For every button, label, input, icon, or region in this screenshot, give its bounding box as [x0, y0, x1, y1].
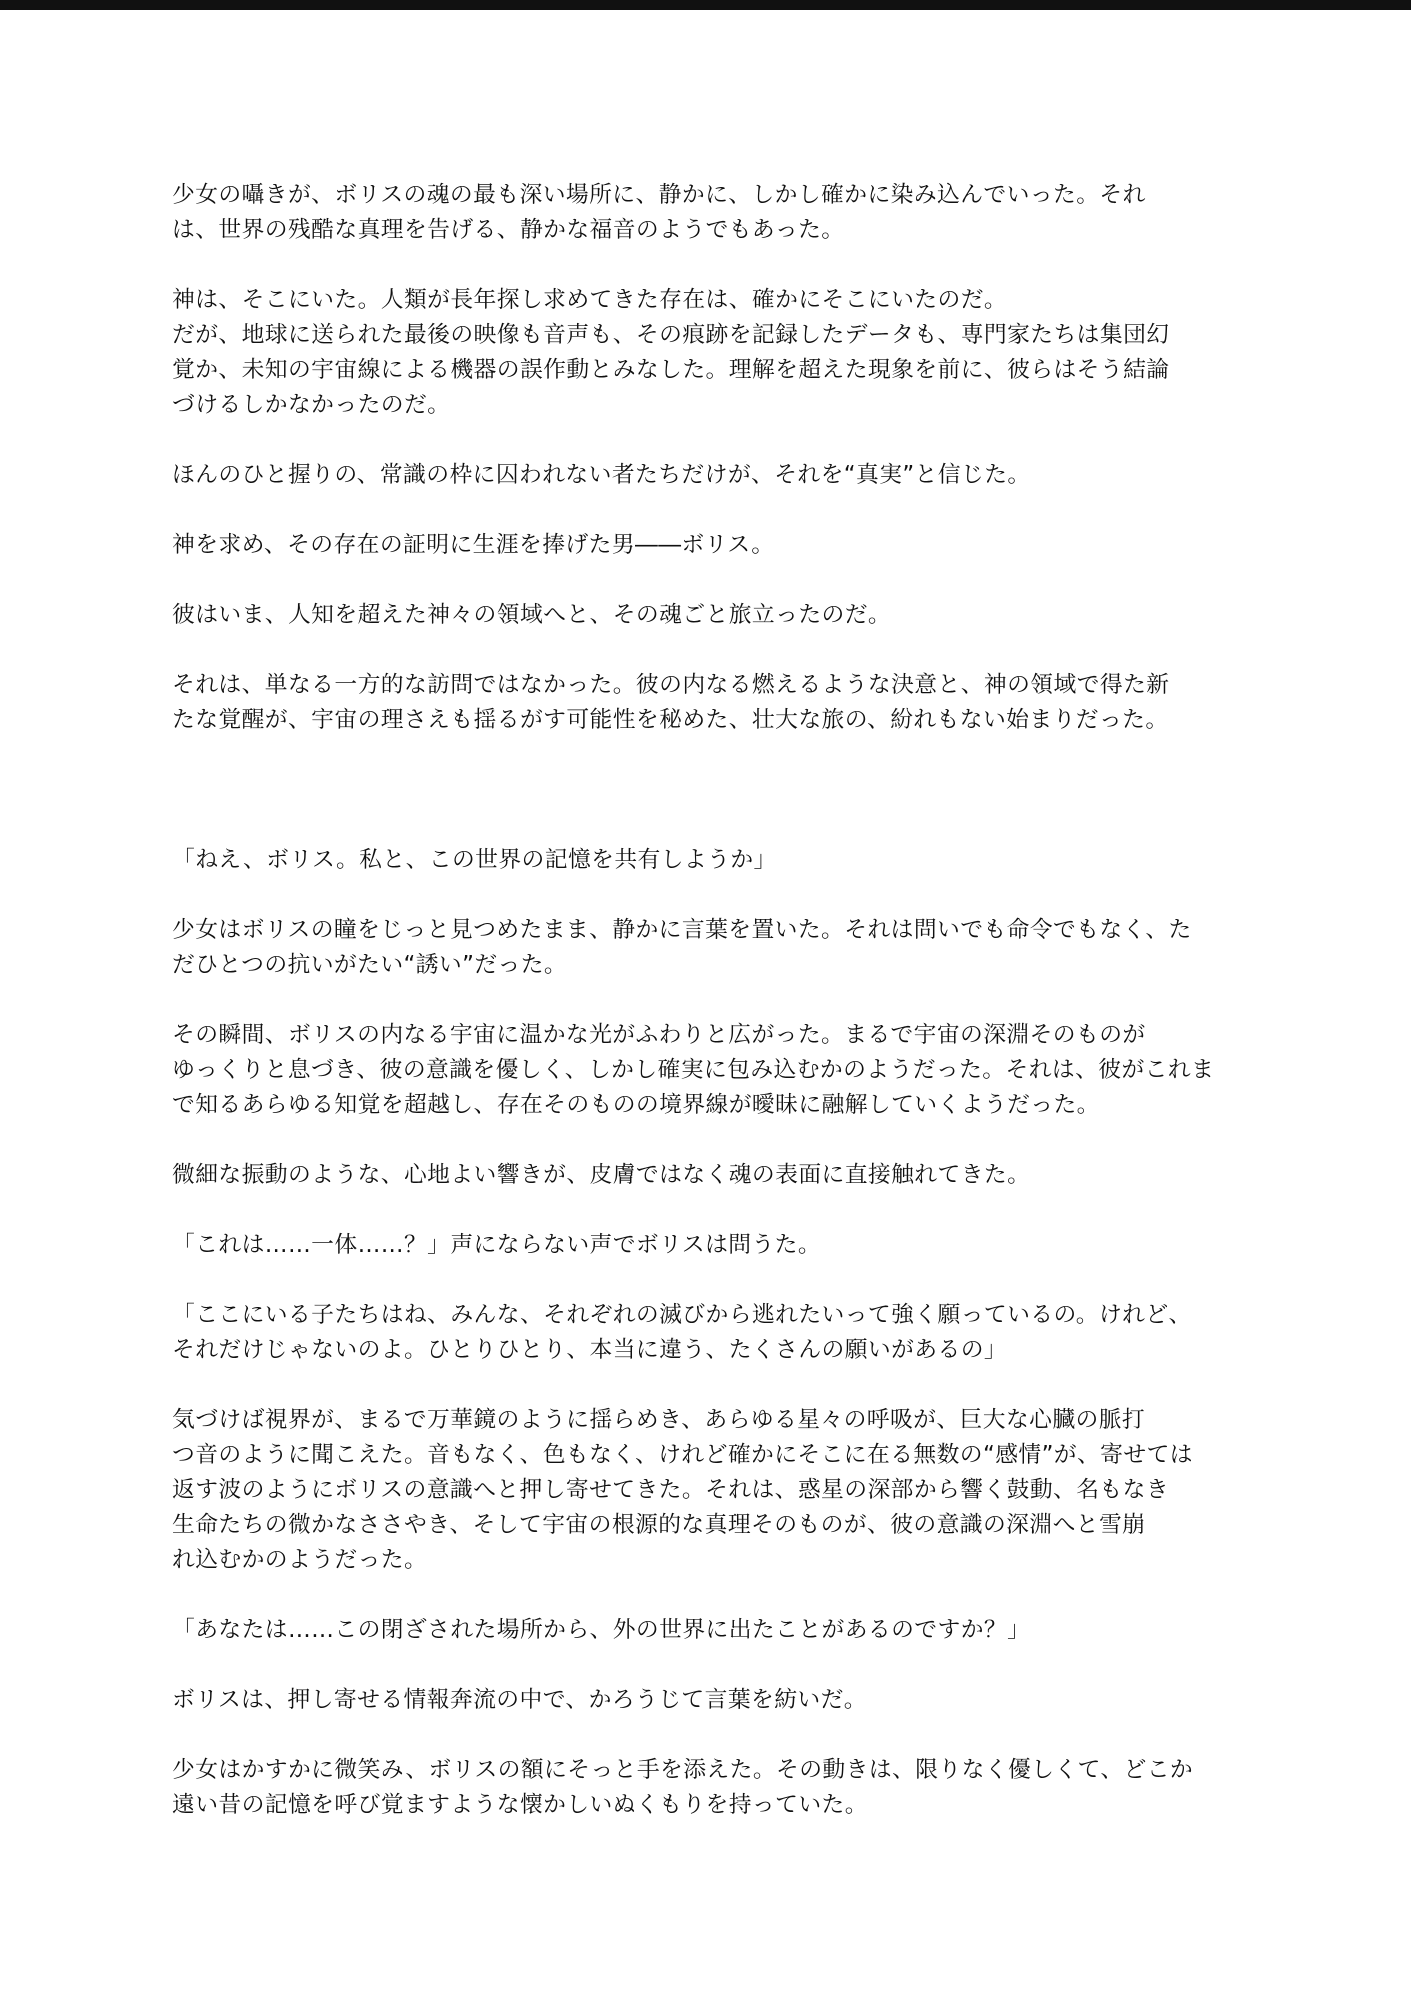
paragraph-5: 彼はいま、人知を超えた神々の領域へと、その魂ごと旅立ったのだ。: [172, 602, 892, 628]
paragraph-14: 「あなたは……この閉ざされた場所から、外の世界に出たことがあるのですか？」: [172, 1617, 1031, 1643]
paragraph-3: ほんのひと握りの、常識の枠に囚われない者たちだけが、それを“真実”と信じた。: [172, 462, 1031, 488]
paragraph-11: 「これは……一体……？」声にならない声でボリスは問うた。: [172, 1232, 822, 1258]
paragraph-10: 微細な振動のような、心地よい響きが、皮膚ではなく魂の表面に直接触れてきた。: [172, 1162, 1031, 1188]
paragraph-gap: [172, 248, 1252, 283]
paragraph-2: 神は、そこにいた。人類が長年探し求めてきた存在は、確かにそこにいたのだ。 だが、地球に送られた最後の映像も音声も、その痕跡を記録したデータも、専門家たちは集団幻 覚か、未知の宇宙線による機器の誤作動とみなした。理解を超えた現象を前に、彼らはそう結論 づけるしかなかったのだ。: [172, 287, 1170, 418]
paragraph-6: それは、単なる一方的な訪問ではなかった。彼の内なる燃えるような決意と、神の領域で得た新 たな覚醒が、宇宙の理さえも揺るがす可能性を秘めた、壮大な旅の、紛れもない始まりだった。: [172, 672, 1170, 733]
paragraph-16: 少女はかすかに微笑み、ボリスの額にそっと手を添えた。その動きは、限りなく優しくて、どこか 遠い昔の記憶を呼び覚ますような懐かしいぬくもりを持っていた。: [172, 1757, 1194, 1818]
paragraph-gap: [172, 1263, 1252, 1298]
paragraph-gap: [172, 983, 1252, 1018]
paragraph-9: その瞬間、ボリスの内なる宇宙に温かな光がふわりと広がった。まるで宇宙の深淵そのものが ゆっくりと息づき、彼の意識を優しく、しかし確実に包み込むかのようだった。それは、彼がこれま で知るあらゆる知覚を超越し、存在そのものの境界線が曖昧に融解していくようだった。: [172, 1022, 1215, 1118]
paragraph-gap: [172, 808, 1252, 843]
top-border-bar: [0, 0, 1411, 10]
document-body: [172, 178, 1252, 1823]
paragraph-gap: [172, 1368, 1252, 1403]
paragraph-gap: [172, 493, 1252, 528]
paragraph-12: 「ここにいる子たちはね、みんな、それぞれの滅びから逃れたいって強く願っているの。けれど、 それだけじゃないのよ。ひとりひとり、本当に違う、たくさんの願いがあるの」: [172, 1302, 1192, 1363]
paragraph-4: 神を求め、その存在の証明に生涯を捧げた男――ボリス。: [172, 532, 775, 558]
paragraph-gap: [172, 633, 1252, 668]
paragraph-gap: [172, 563, 1252, 598]
section-break: [172, 738, 1252, 808]
paragraph-gap: [172, 1193, 1252, 1228]
paragraph-gap: [172, 1718, 1252, 1753]
paragraph-gap: [172, 1123, 1252, 1158]
paragraph-7: 「ねえ、ボリス。私と、この世界の記憶を共有しようか」: [172, 847, 777, 873]
paragraph-gap: [172, 423, 1252, 458]
paragraph-1: 少女の囁きが、ボリスの魂の最も深い場所に、静かに、しかし確かに染み込んでいった。それ は、世界の残酷な真理を告げる、静かな福音のようでもあった。: [172, 182, 1146, 243]
paragraph-13: 気づけば視界が、まるで万華鏡のように揺らめき、あらゆる星々の呼吸が、巨大な心臓の脈打 つ音のように聞こえた。音もなく、色もなく、けれど確かにそこに在る無数の“感情”が、寄せては 返す波のようにボリスの意識へと押し寄せてきた。それは、惑星の深部から響く鼓動、名もなき 生命たちの微かなささやき、そして宇宙の根源的な真理そのものが、彼の意識の深淵へと雪崩 れ込むかのようだった。: [172, 1407, 1193, 1573]
paragraph-gap: [172, 878, 1252, 913]
paragraph-gap: [172, 1648, 1252, 1683]
paragraph-15: ボリスは、押し寄せる情報奔流の中で、かろうじて言葉を紡いだ。: [172, 1687, 867, 1713]
paragraph-8: 少女はボリスの瞳をじっと見つめたまま、静かに言葉を置いた。それは問いでも命令でもなく、た だひとつの抗いがたい“誘い”だった。: [172, 917, 1192, 978]
paragraph-gap: [172, 1578, 1252, 1613]
